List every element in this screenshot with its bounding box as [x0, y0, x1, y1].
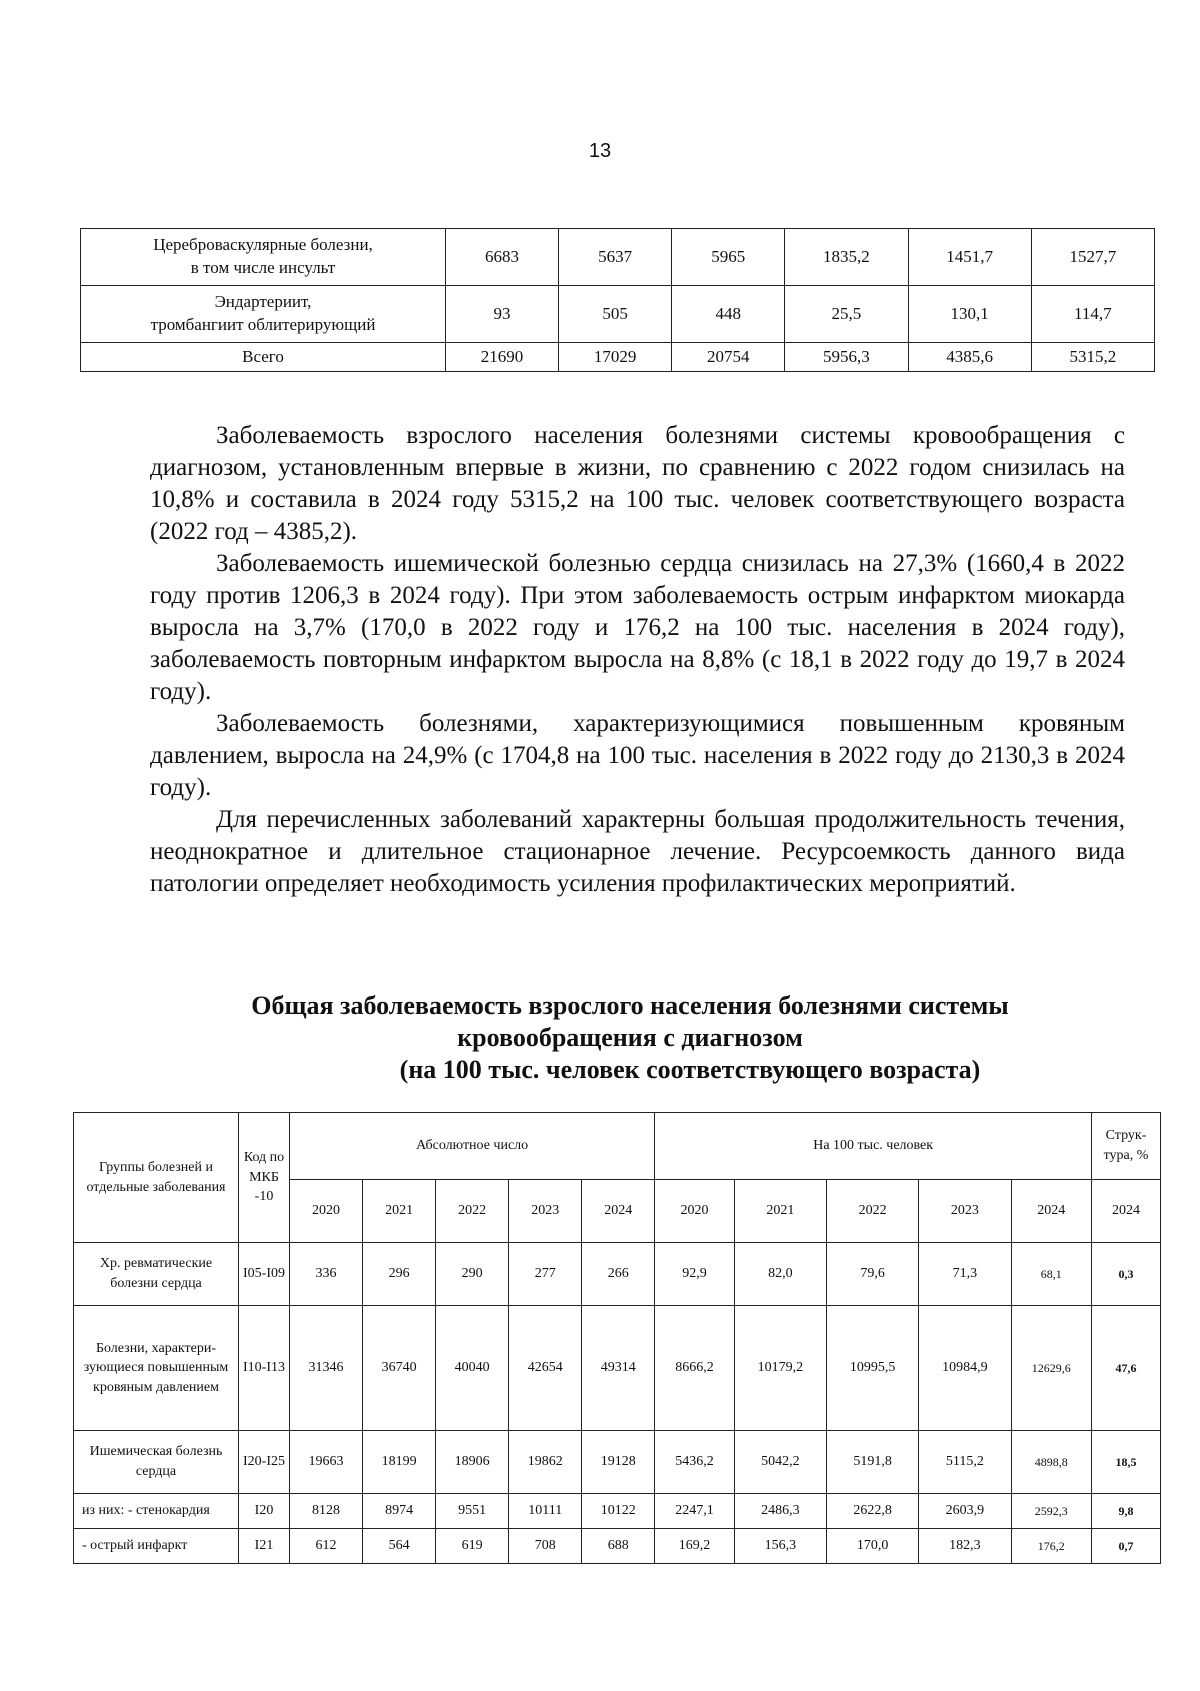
- table-row-total: [81, 343, 1155, 372]
- table-cell: 49314: [582, 1306, 655, 1431]
- row-name: Болезни, характеризующиеся повышенным кровяным давлением: [74, 1306, 239, 1431]
- structure-cell: 9,8: [1092, 1494, 1161, 1529]
- heading-line: кровообращения с диагнозом: [457, 1023, 803, 1052]
- table-cell: 20754: [672, 343, 785, 372]
- table-cell: 612: [290, 1529, 363, 1564]
- table-row: [74, 1243, 1161, 1306]
- year-header: 2024: [1011, 1180, 1091, 1243]
- table-cell: 8974: [363, 1494, 436, 1529]
- table-cell: 336: [290, 1243, 363, 1306]
- table-cell: 564: [363, 1529, 436, 1564]
- table-cell: 6683: [446, 229, 559, 286]
- row-name: Хр. ревматические болезни сердца: [74, 1243, 239, 1306]
- table-cell: 19128: [582, 1431, 655, 1494]
- paragraph: Заболеваемость болезнями, характеризующимися повышенным кровяным давлением, выросла на 24,9% (с 1704,8 на 100 тыс. населения в 2022 году до 2130,3 в 2024 году).: [150, 710, 1125, 801]
- table-cell: 114,7: [1031, 286, 1154, 343]
- year-header: 2021: [734, 1180, 826, 1243]
- row-name: из них: - стенокардия: [74, 1494, 239, 1529]
- table-cell: 5315,2: [1031, 343, 1154, 372]
- table-cell: 19663: [290, 1431, 363, 1494]
- table-cell: 19862: [509, 1431, 582, 1494]
- table-cell: 2486,3: [734, 1494, 826, 1529]
- year-header: 2023: [919, 1180, 1011, 1243]
- row-label: Всего: [81, 343, 446, 372]
- row-code: I21: [239, 1529, 290, 1564]
- structure-cell: 47,6: [1092, 1306, 1161, 1431]
- header-per100k: На 100 тыс. человек: [655, 1113, 1092, 1180]
- page-number: 13: [588, 140, 612, 162]
- table-cell: 688: [582, 1529, 655, 1564]
- table-cell: 18906: [436, 1431, 509, 1494]
- paragraph: Заболеваемость ишемической болезнью сердца снизилась на 27,3% (1660,4 в 2022 году против 1206,3 в 2024 году). При этом заболеваемость острым инфарктом миокарда выросла на 3,7% (170,0 в 2022 году и 176,2 на 100 тыс. населения в 2024 году), заболеваемость повторным инфарктом выросла на 8,8% (с 18,1 в 2022 году до 19,7 в 2024 году).: [150, 550, 1125, 705]
- table-cell: 1527,7: [1031, 229, 1154, 286]
- row-code: I20: [239, 1494, 290, 1529]
- table-cell: 2592,3: [1011, 1494, 1091, 1529]
- table-cell: 36740: [363, 1306, 436, 1431]
- structure-cell: 18,5: [1092, 1431, 1161, 1494]
- table-cell: 21690: [446, 343, 559, 372]
- table-cell: 40040: [436, 1306, 509, 1431]
- table-row: [81, 229, 1155, 286]
- row-code: I05-I09: [239, 1243, 290, 1306]
- year-header: 2021: [363, 1180, 436, 1243]
- table-cell: 68,1: [1011, 1243, 1091, 1306]
- table-cell: 290: [436, 1243, 509, 1306]
- heading-line: Общая заболеваемость взрослого населения болезнями системы: [251, 991, 1009, 1020]
- table-cell: 10111: [509, 1494, 582, 1529]
- row-label: Эндартериит, тромбангиит облитерирующий: [81, 286, 446, 343]
- table-cell: 10995,5: [827, 1306, 919, 1431]
- table-cell: 619: [436, 1529, 509, 1564]
- table-cell: 8128: [290, 1494, 363, 1529]
- table-cell: 1451,7: [908, 229, 1031, 286]
- table-row: [74, 1306, 1161, 1431]
- table-row: [81, 286, 1155, 343]
- year-header: 2024: [1092, 1180, 1161, 1243]
- table-cell: 708: [509, 1529, 582, 1564]
- table-cell: 8666,2: [655, 1306, 734, 1431]
- main-table: [73, 1112, 1161, 1564]
- table-cell: 169,2: [655, 1529, 734, 1564]
- row-label: Цереброваскулярные болезни, в том числе инсульт: [81, 229, 446, 286]
- table-cell: 12629,6: [1011, 1306, 1091, 1431]
- row-code: I20-I25: [239, 1431, 290, 1494]
- year-header: 2022: [827, 1180, 919, 1243]
- year-header: 2023: [509, 1180, 582, 1243]
- table-cell: 92,9: [655, 1243, 734, 1306]
- table-cell: 176,2: [1011, 1529, 1091, 1564]
- structure-cell: 0,3: [1092, 1243, 1161, 1306]
- header-code: Код по МКБ -10: [239, 1113, 290, 1243]
- table-cell: 31346: [290, 1306, 363, 1431]
- table-cell: 5637: [559, 229, 672, 286]
- table-cell: 4385,6: [908, 343, 1031, 372]
- row-name: Ишемическая болезнь сердца: [74, 1431, 239, 1494]
- top-table: [80, 228, 1155, 372]
- table-cell: 10179,2: [734, 1306, 826, 1431]
- row-name: - острый инфаркт: [74, 1529, 239, 1564]
- table-cell: 93: [446, 286, 559, 343]
- table-cell: 71,3: [919, 1243, 1011, 1306]
- table-cell: 1835,2: [785, 229, 908, 286]
- table-cell: 5115,2: [919, 1431, 1011, 1494]
- table-row: [74, 1529, 1161, 1564]
- table-cell: 2622,8: [827, 1494, 919, 1529]
- header-groups: Группы болезней и отдельные заболевания: [74, 1113, 239, 1243]
- table-cell: 448: [672, 286, 785, 343]
- table-row: [74, 1431, 1161, 1494]
- table-heading: [130, 990, 1130, 1086]
- paragraph: Для перечисленных заболеваний характерны большая продолжительность течения, неоднократное и длительное стационарное лечение. Ресурсоемкость данного вида патологии определяет необходимость усиления профилактических мероприятий.: [150, 806, 1125, 897]
- table-cell: 10984,9: [919, 1306, 1011, 1431]
- table-cell: 5436,2: [655, 1431, 734, 1494]
- paragraph: Заболеваемость взрослого населения болезнями системы кровообращения с диагнозом, установленным впервые в жизни, по сравнению с 2022 годом снизилась на 10,8% и составила в 2024 году 5315,2 на 100 тыс. человек соответствующего возраста (2022 год – 4385,2).: [150, 422, 1125, 545]
- table-row: [74, 1494, 1161, 1529]
- table-cell: 5965: [672, 229, 785, 286]
- table-cell: 182,3: [919, 1529, 1011, 1564]
- header-structure: Структура, %: [1092, 1113, 1161, 1180]
- table-cell: 10122: [582, 1494, 655, 1529]
- table-cell: 156,3: [734, 1529, 826, 1564]
- body-text: [150, 420, 1125, 900]
- table-header-row: [74, 1113, 1161, 1180]
- heading-line: (на 100 тыс. человек соответствующего возраста): [399, 1055, 981, 1084]
- table-cell: 42654: [509, 1306, 582, 1431]
- header-absolute: Абсолютное число: [290, 1113, 655, 1180]
- table-cell: 266: [582, 1243, 655, 1306]
- table-cell: 505: [559, 286, 672, 343]
- year-header: 2022: [436, 1180, 509, 1243]
- table-cell: 25,5: [785, 286, 908, 343]
- table-cell: 296: [363, 1243, 436, 1306]
- year-header: 2024: [582, 1180, 655, 1243]
- table-cell: 82,0: [734, 1243, 826, 1306]
- table-cell: 5042,2: [734, 1431, 826, 1494]
- table-cell: 130,1: [908, 286, 1031, 343]
- table-cell: 2603,9: [919, 1494, 1011, 1529]
- table-cell: 79,6: [827, 1243, 919, 1306]
- year-header: 2020: [290, 1180, 363, 1243]
- table-cell: 5956,3: [785, 343, 908, 372]
- table-cell: 170,0: [827, 1529, 919, 1564]
- table-cell: 5191,8: [827, 1431, 919, 1494]
- row-code: I10-I13: [239, 1306, 290, 1431]
- table-cell: 18199: [363, 1431, 436, 1494]
- structure-cell: 0,7: [1092, 1529, 1161, 1564]
- table-cell: 277: [509, 1243, 582, 1306]
- table-cell: 2247,1: [655, 1494, 734, 1529]
- year-header: 2020: [655, 1180, 734, 1243]
- table-cell: 17029: [559, 343, 672, 372]
- table-cell: 4898,8: [1011, 1431, 1091, 1494]
- table-cell: 9551: [436, 1494, 509, 1529]
